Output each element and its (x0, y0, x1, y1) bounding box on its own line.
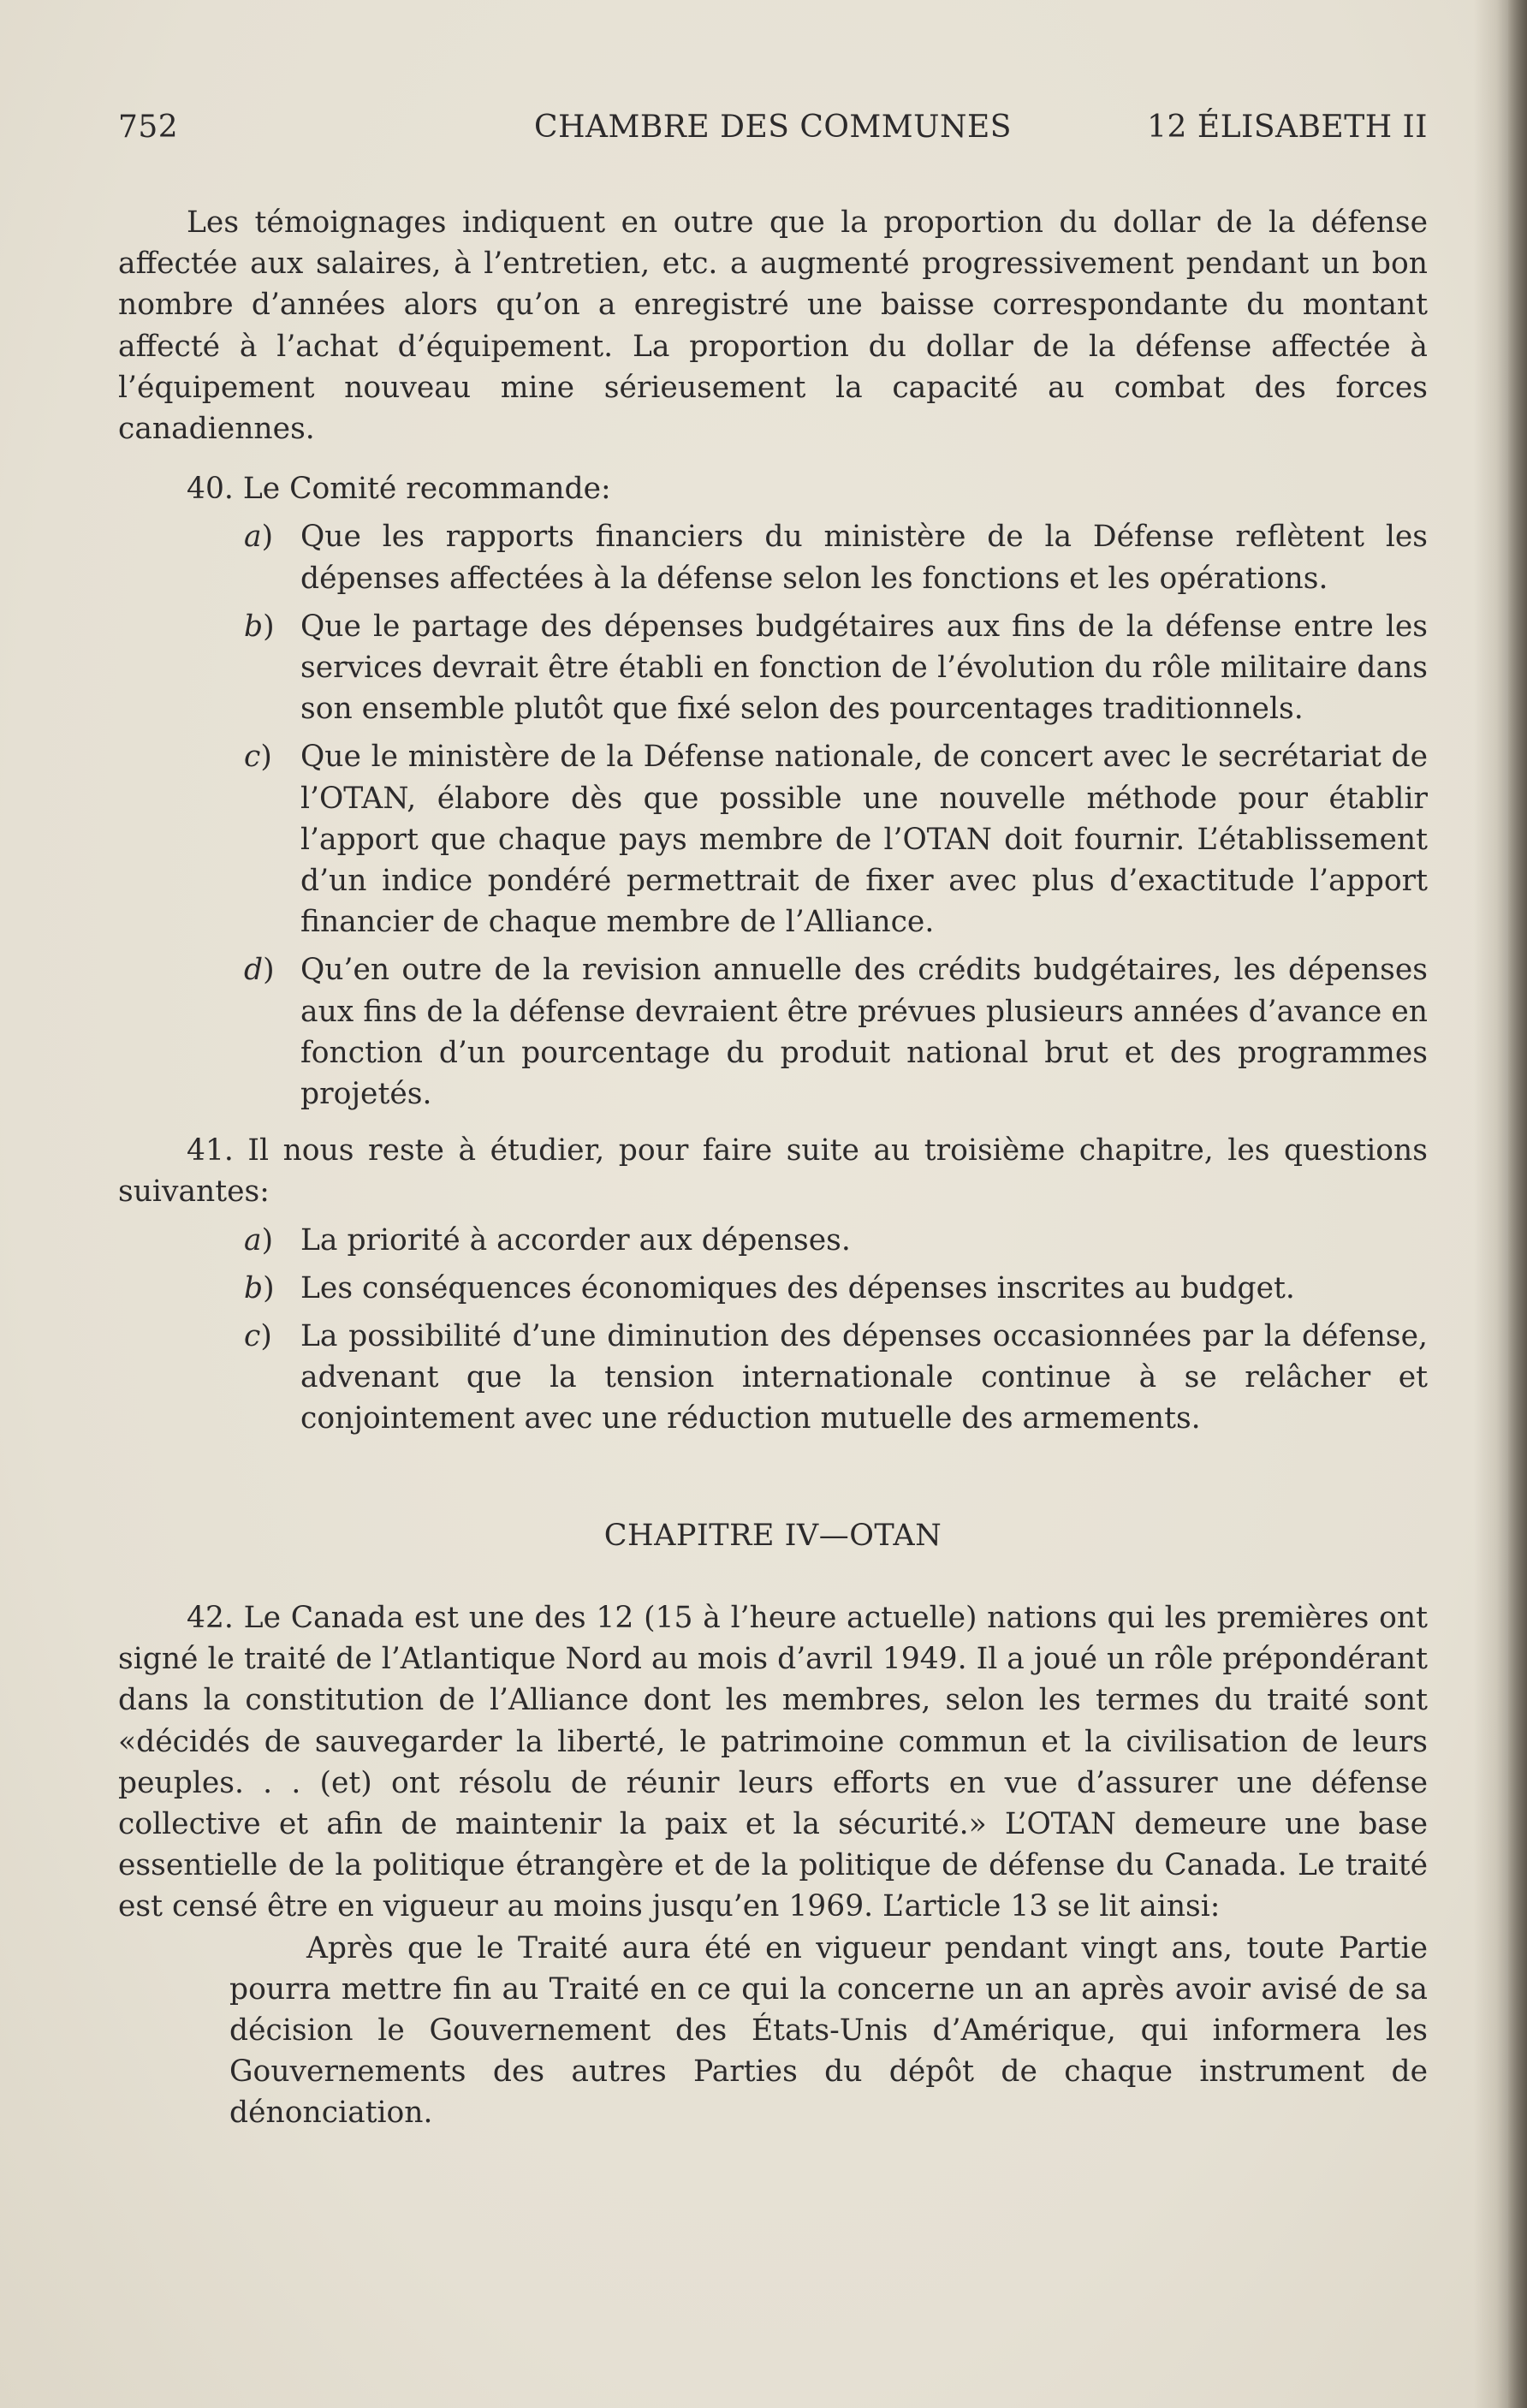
list-item-40a (118, 516, 1428, 598)
page-body (118, 202, 1428, 2134)
list-label: a) (244, 520, 274, 555)
list-label: c) (244, 740, 272, 775)
chapter-heading: CHAPITRE IV—OTAN (603, 1518, 942, 1553)
list-label: b) (244, 609, 275, 644)
treaty-article-quote: Après que le Traité aura été en vigueur pendant vingt ans, toute Partie pourra mettre fin au Traité en ce qui la concerne un an après avoir avisé de sa décision le Gouvernement des États-Unis d’Amérique, qui informera les Gouvernements des autres Parties du dépôt de chaque instrument de dénonciation. (229, 1930, 1428, 2131)
header-regnal-year: 12 ÉLISABETH II (1147, 110, 1428, 145)
list-item-41a (118, 1220, 1428, 1261)
list-text: Les conséquences économiques des dépenses inscrites au budget. (300, 1270, 1295, 1305)
list-item-40d (118, 949, 1428, 1115)
list-label: c) (244, 1319, 272, 1354)
list-item-40b (118, 606, 1428, 730)
list-text: Que le ministère de la Défense nationale, de concert avec le secrétariat de l’OTAN, élabore dès que possible une nouvelle méthode pour établir l’apport que chaque pays membre de l’OTAN doit fournir. L’établissement d’un indice pondéré permettrait de fixer avec plus d’exactitude l’apport financier de chaque membre de l’Alliance. (300, 740, 1428, 940)
header-title: CHAMBRE DES COMMUNES (534, 110, 1012, 145)
list-item-40c (118, 736, 1428, 942)
list-label: b) (244, 1270, 275, 1305)
paragraph-42: 42. Le Canada est une des 12 (15 à l’heure actuelle) nations qui les premières ont signé le traité de l’Atlantique Nord au mois d’avril 1949. Il a joué un rôle prépondérant dans la constitution de l’Alliance dont les membres, selon les termes du traité sont «décidés de sauvegarder la liberté, le patrimoine commun et la civilisation de leurs peuples. . . (et) ont résolu de réunir leurs efforts en vue d’assurer une défense collective et afin de maintenir la paix et la sécurité.» L’OTAN demeure une base essentielle de la politique étrangère et de la politique de défense du Canada. Le traité est censé être en vigueur au moins jusqu’en 1969. L’article 13 se lit ainsi: (118, 1600, 1428, 1924)
page-number: 752 (118, 110, 179, 145)
paragraph-testimony: Les témoignages indiquent en outre que la proportion du dollar de la défense affectée aux salaires, à l’entretien, etc. a augmenté progressivement pendant un bon nombre d’années alors qu’on a enregistré une baisse correspondante du montant affecté à l’achat d’équipement. La proportion du dollar de la défense affectée à l’équipement nouveau mine sérieusement la capacité au combat des forces canadiennes. (118, 205, 1428, 447)
list-text: Que le partage des dépenses budgétaires aux fins de la défense entre les services devrait être établi en fonction de l’évolution du rôle militaire dans son ensemble plutôt que fixé selon des pourcentages traditionnels. (300, 609, 1428, 727)
list-text: La possibilité d’une diminution des dépenses occasionnées par la défense, advenant que la tension internationale continue à se relâcher et conjointement avec une réduction mutuelle des armements. (300, 1319, 1428, 1436)
list-text: Qu’en outre de la revision annuelle des crédits budgétaires, les dépenses aux fins de la défense devraient être prévues plusieurs années d’avance en fonction d’un pourcentage du produit national brut et des programmes projetés. (300, 953, 1428, 1112)
page-edge-shadow (1508, 0, 1527, 2408)
list-item-41c (118, 1316, 1428, 1440)
list-label: a) (244, 1222, 274, 1258)
paragraph-41: 41. Il nous reste à étudier, pour faire suite au troisième chapitre, les questions suivantes: (118, 1133, 1428, 1210)
list-text: La priorité à accorder aux dépenses. (300, 1222, 851, 1258)
list-text: Que les rapports financiers du ministère de la Défense reflètent les dépenses affectées à la défense selon les fonctions et les opérations. (300, 520, 1428, 596)
paragraph-40: 40. Le Comité recommande: (187, 472, 611, 507)
list-label: d) (244, 953, 275, 988)
list-item-41b (118, 1268, 1428, 1309)
running-header (118, 110, 1428, 147)
